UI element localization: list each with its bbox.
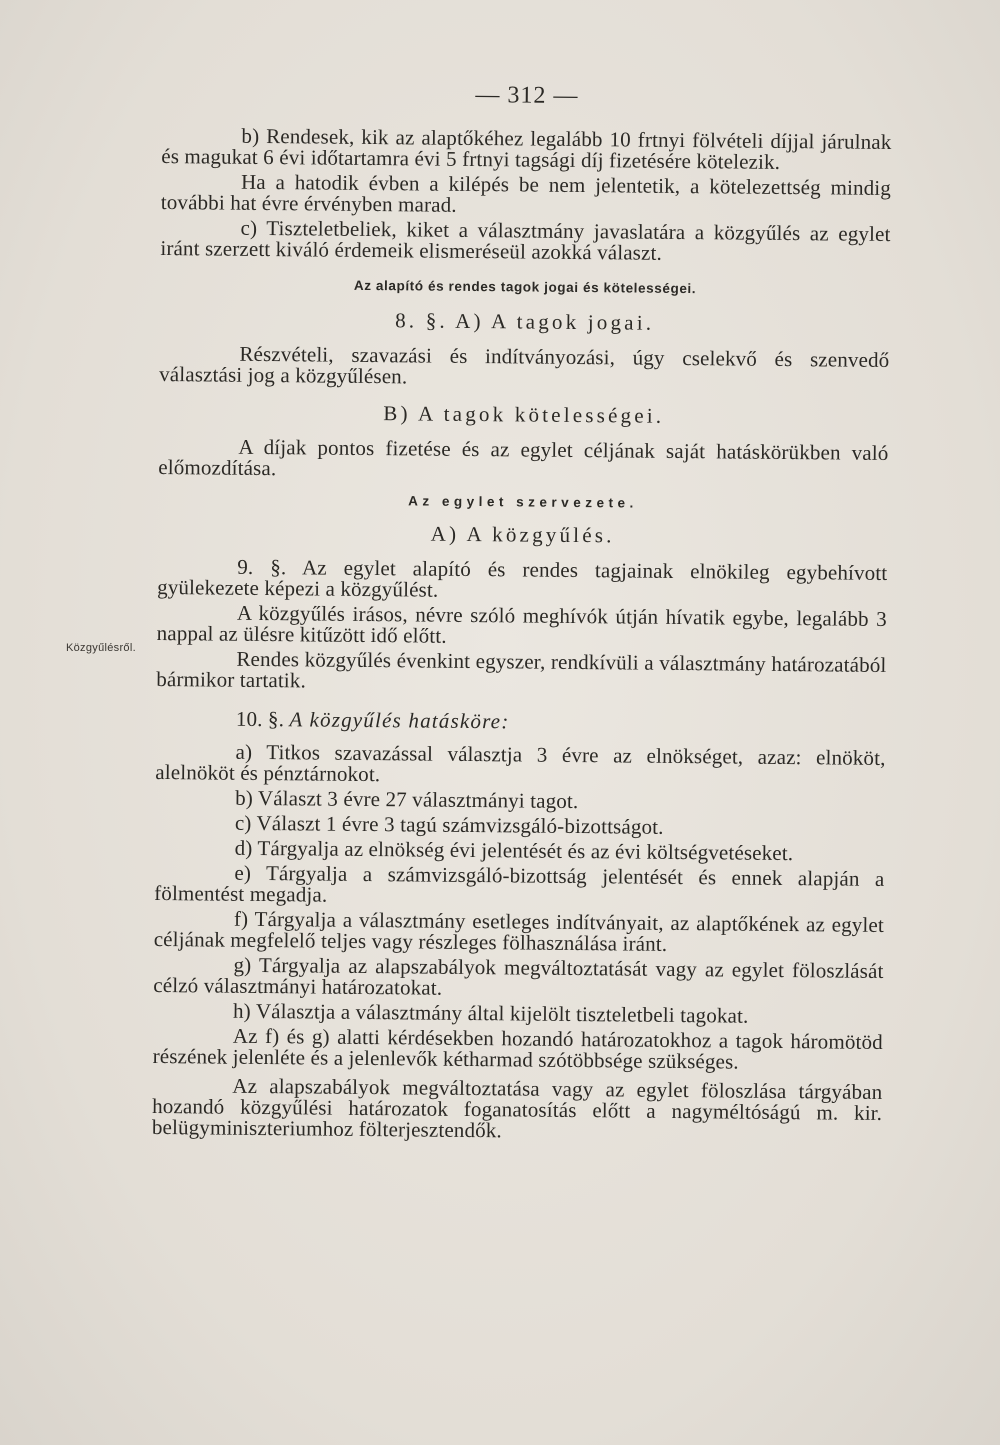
- page-number: — 312 —: [475, 82, 579, 109]
- heading-rights-duties: Az alapító és rendes tagok jogai és kötelességei.: [353, 277, 697, 297]
- section-8-heading: 8. §. A) A tagok jogai.: [395, 308, 655, 335]
- closing-paragraph-ministry: Az alapszabályok megváltoztatása vagy az egylet föloszlása tárgyában hozandó közgyűlési határozatok foganatosítás előtt a nagyméltóságú m. kir. belügyminiszteriumhoz fölterjesztendők.: [151, 1073, 883, 1143]
- section-9-paragraph-3: Rendes közgyűlés évenkint egyszer, rendkívüli a választmány határozatából bármikor tartatik.: [156, 646, 887, 693]
- section-9-paragraph-2: A közgyűlés irásos, névre szóló meghívók útján hívatik egybe, legalább 3 nappal az ülésre kitűzött idő előtt.: [156, 600, 887, 648]
- paragraph-c-honorary-members: c) Tiszteletbeliek, kiket a választmány javaslatára a közgyűlés az egylet iránt szerzett kiváló érdemeik elismeréseül azokká választ.: [160, 215, 891, 265]
- section-10-item-c: c) Választ 1 évre 3 tagú számvizsgáló-bizottságot.: [234, 810, 664, 839]
- section-10-item-d: d) Tárgyalja az elnökség évi jelentését és az évi költségvetéseket.: [234, 835, 794, 866]
- section-10-number: 10. §.: [235, 706, 285, 732]
- section-a-assembly-heading: A) A közgyűlés.: [430, 521, 615, 548]
- heading-organisation: Az egylet szervezete.: [408, 493, 638, 511]
- section-10-item-e: e) Tárgyalja a számvizsgáló-bizottság jelentését és ennek alapján a fölmentést megadja.: [154, 860, 885, 907]
- section-10-title: A közgyűlés hatásköre:: [289, 707, 510, 734]
- section-10-heading: [235, 706, 886, 736]
- section-b-duties-text: A díjak pontos fizetése és az egylet céljának saját hatáskörükben való előmozdítása.: [158, 434, 889, 481]
- section-8-text: Részvételi, szavazási és indítványozási, úgy cselekvő és szenvedő választási jog a közgyűlésen.: [159, 341, 890, 389]
- section-10-item-h: h) Választja a választmány által kijelölt tiszteletbeli tagokat.: [232, 998, 749, 1028]
- section-10-item-g: g) Tárgyalja az alapszabályok megváltoztatását vagy az egylet föloszlását célzó választmányi határozatokat.: [153, 952, 884, 1000]
- section-b-duties-heading: B) A tagok kötelességei.: [383, 401, 665, 428]
- closing-paragraph-quorum: Az f) és g) alatti kérdésekben hozandó határozatokhoz a tagok háromötöd részének jelenléte és a jelenlevők kétharmad szótöbbsége szükséges.: [152, 1023, 883, 1074]
- section-10-item-a: a) Titkos szavazással választja 3 évre az elnökséget, azaz: elnököt, alelnököt és pénztárnokot.: [155, 739, 886, 787]
- paragraph-sixth-year: Ha a hatodik évben a kilépés be nem jelentetik, a kötelezettség mindig további hat évre érvényben marad.: [160, 169, 892, 217]
- text-column: [152, 82, 892, 1149]
- section-10-item-b: b) Választ 3 évre 27 választmányi tagot.: [235, 785, 579, 814]
- margin-note: Közgyűlésről.: [66, 642, 136, 654]
- section-10-item-f: f) Tárgyalja a választmány esetleges indítványait, az alaptőkének az egylet céljának megfelelő teljes vagy részleges fölhasználása iránt.: [153, 906, 885, 956]
- paragraph-b-regular-members: b) Rendesek, kik az alaptőkéhez legalább 10 frtnyi fölvételi díjjal járulnak és magukat 6 évi időtartamra évi 5 frtnyi tagsági díj fizetésére kötelezik.: [161, 123, 892, 174]
- section-9-paragraph-1: 9. §. Az egylet alapító és rendes tagjainak elnökileg egybehívott gyülekezete képezi a közgyűlést.: [157, 554, 888, 602]
